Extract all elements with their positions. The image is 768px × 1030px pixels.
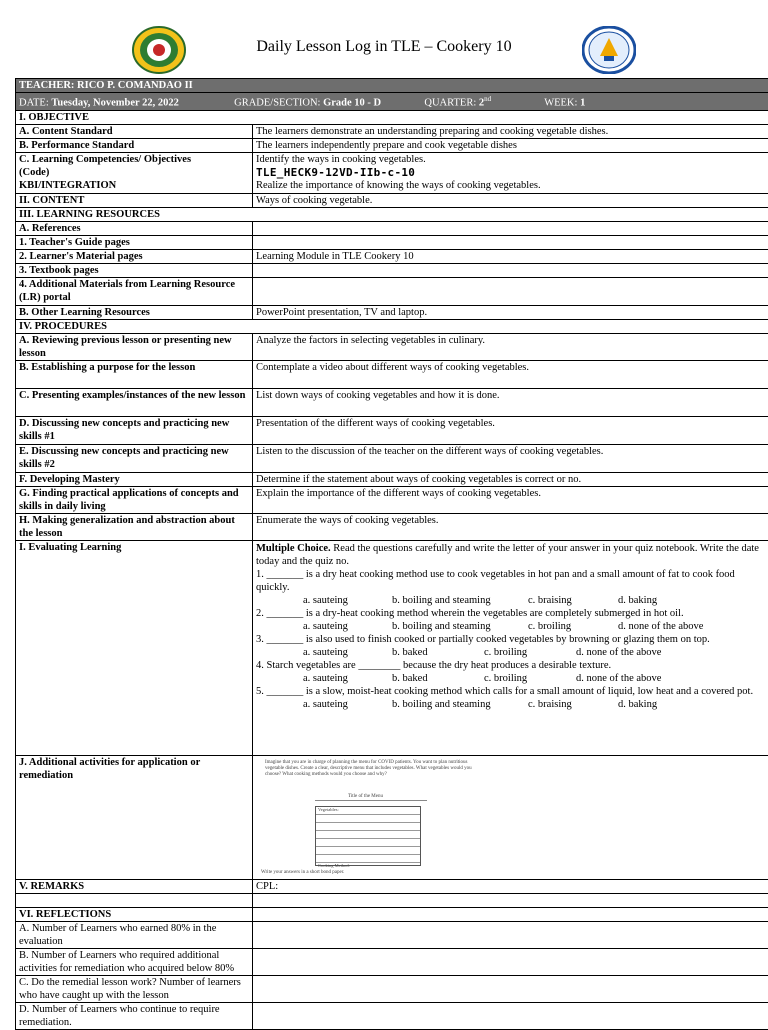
q3-option-d: d. none of the above [576,646,661,659]
reflection-d-value [253,1002,768,1029]
q1-option-a: a. sauteing [303,594,392,607]
q3-option-a: a. sauteing [303,646,392,659]
quarter-suffix: nd [484,95,491,103]
question-1: 1. _______ is a dry heat cooking method use to cook vegetables in hot pan and a small amount of fat to cook food quickly. [256,568,765,594]
question-5-options [256,698,765,711]
q4-option-c: c. broiling [484,672,576,685]
section-reflections: VI. REFLECTIONS [16,907,253,921]
reflection-b-label: B. Number of Learners who required additional activities for remediation who acquired below 80% [16,948,253,975]
worksheet-box [315,806,421,866]
q1-option-b: b. boiling and steaming [392,594,528,607]
q5-option-d: d. baking [618,698,657,711]
quiz-type: Multiple Choice. [256,543,331,554]
question-3: 3. _______ is also used to finish cooked or partially cooked vegetables by browning or glazing them on top. [256,633,765,646]
question-2-options [256,620,765,633]
q1-option-d: d. baking [618,594,657,607]
question-4-options [256,672,765,685]
other-resources-value: PowerPoint presentation, TV and laptop. [253,305,768,319]
content-label: II. CONTENT [16,193,253,207]
performance-standard-label: B. Performance Standard [16,138,253,152]
procedure-a-value: Analyze the factors in selecting vegetables in culinary. [253,333,768,360]
worksheet-row [316,839,420,847]
additional-activity [253,755,768,879]
content-standard-value: The learners demonstrate an understanding preparing and cooking vegetable dishes. [253,124,768,138]
q4-option-b: b. baked [392,672,484,685]
worksheet-vegetables-label: Vegetables: [316,807,420,815]
worksheet-footer: Write your answers in a short bond paper. [261,866,344,879]
date-label: DATE: [19,98,51,109]
procedure-h-label: H. Making generalization and abstraction about the lesson [16,513,253,540]
worksheet-row [316,831,420,839]
worksheet-row [316,823,420,831]
competencies-value [253,152,768,193]
q1-option-c: c. braising [528,594,618,607]
kbi-text: Realize the importance of knowing the ways of cooking vegetables. [256,179,765,192]
worksheet-title-line [315,800,427,801]
q2-option-c: c. broiling [528,620,618,633]
q3-option-b: b. baked [392,646,484,659]
content-value: Ways of cooking vegetable. [253,193,768,207]
reflection-d-label: D. Number of Learners who continue to require remediation. [16,1002,253,1029]
remarks-value: CPL: [253,879,768,893]
section-resources: III. LEARNING RESOURCES [16,207,768,221]
references-label: A. References [16,221,253,235]
competency-text: Identify the ways in cooking vegetables. [256,153,765,166]
week-label: WEEK: [544,98,580,109]
textbook-value [253,263,768,277]
grade-value: Grade 10 - D [323,98,381,109]
remarks-label: V. REMARKS [16,879,253,893]
procedure-a-label: A. Reviewing previous lesson or presenting new lesson [16,333,253,360]
procedure-d-label: D. Discussing new concepts and practicing new skills #1 [16,416,253,444]
procedure-b-label: B. Establishing a purpose for the lesson [16,360,253,388]
competencies-label-line3: KBI/INTEGRATION [19,179,249,192]
procedure-h-value: Enumerate the ways of cooking vegetables. [253,513,768,540]
procedure-c-value: List down ways of cooking vegetables and how it is done. [253,388,768,416]
reflections-value [253,907,768,921]
week-value: 1 [580,98,585,109]
page-title: Daily Lesson Log in TLE – Cookery 10 [0,38,768,56]
q2-option-d: d. none of the above [618,620,703,633]
procedure-e-label: E. Discussing new concepts and practicing new skills #2 [16,444,253,472]
q2-option-b: b. boiling and steaming [392,620,528,633]
document-header [0,0,768,78]
reflection-a-value [253,921,768,948]
competencies-label [16,152,253,193]
lesson-log-table [15,78,768,1030]
quarter-value: 2 [479,98,484,109]
remarks-blank-left [16,893,253,907]
procedure-b-value: Contemplate a video about different ways of cooking vegetables. [253,360,768,388]
procedure-g-label: G. Finding practical applications of concepts and skills in daily living [16,486,253,513]
lr-portal-label: 4. Additional Materials from Learning Resource (LR) portal [16,277,253,305]
q4-option-a: a. sauteing [303,672,392,685]
reflection-b-value [253,948,768,975]
q4-option-d: d. none of the above [576,672,661,685]
procedure-d-value: Presentation of the different ways of cooking vegetables. [253,416,768,444]
grade-label: GRADE/SECTION: [234,98,323,109]
worksheet-row [316,847,420,855]
q5-option-c: c. braising [528,698,618,711]
reflection-c-value [253,975,768,1002]
q2-option-a: a. sauteing [303,620,392,633]
date-row [16,93,768,111]
q5-option-a: a. sauteing [303,698,392,711]
q5-option-b: b. boiling and steaming [392,698,528,711]
content-standard-label: A. Content Standard [16,124,253,138]
question-2: 2. _______ is a dry-heat cooking method wherein the vegetables are completely submerged in hot oil. [256,607,765,620]
worksheet-title: Title of the Menu [348,790,383,803]
teachers-guide-label: 1. Teacher's Guide pages [16,235,253,249]
question-1-options [256,594,765,607]
quiz-instructions [256,542,765,568]
procedure-j-label: J. Additional activities for application or remediation [16,755,253,879]
teachers-guide-value [253,235,768,249]
teacher-row: TEACHER: RICO P. COMANDAO II [16,79,768,93]
learners-material-label: 2. Learner's Material pages [16,249,253,263]
worksheet-instructions: Imagine that you are in charge of planning the menu for COVID patients. You want to plan nutritious vegetable dishes. Create a clear, descriptive menu that includes vegetables. What vegetables would you choose? What cooking methods would you choose and why? [265,760,475,778]
procedure-f-value: Determine if the statement about ways of cooking vegetables is correct or no. [253,472,768,486]
remarks-blank-right [253,893,768,907]
menu-worksheet [253,756,483,874]
quiz-instruction-text: Read the questions carefully and write the letter of your answer in your quiz notebook. Write the date today and the quiz no. [256,543,759,567]
lr-portal-value [253,277,768,305]
procedure-c-label: C. Presenting examples/instances of the new lesson [16,388,253,416]
date-value: Tuesday, November 22, 2022 [51,98,178,109]
reflection-c-label: C. Do the remedial lesson work? Number of learners who have caught up with the lesson [16,975,253,1002]
procedure-i-label: I. Evaluating Learning [16,540,253,755]
worksheet-row [316,815,420,823]
question-3-options [256,646,765,659]
textbook-label: 3. Textbook pages [16,263,253,277]
section-objective: I. OBJECTIVE [16,110,768,124]
question-4: 4. Starch vegetables are ________ because the dry heat produces a desirable texture. [256,659,765,672]
competency-code: TLE_HECK9-12VD-IIb-c-10 [256,166,765,179]
procedure-e-value: Listen to the discussion of the teacher on the different ways of cooking vegetables. [253,444,768,472]
school-seal-logo-right [582,26,636,74]
learners-material-value: Learning Module in TLE Cookery 10 [253,249,768,263]
quarter-label: QUARTER: [424,98,479,109]
competencies-label-line1: C. Learning Competencies/ Objectives [19,153,249,166]
procedure-f-label: F. Developing Mastery [16,472,253,486]
worksheet-row [316,855,420,863]
evaluation-quiz [253,540,768,755]
performance-standard-value: The learners independently prepare and cook vegetable dishes [253,138,768,152]
competencies-label-line2: (Code) [19,166,249,179]
references-value [253,221,768,235]
other-resources-label: B. Other Learning Resources [16,305,253,319]
q3-option-c: c. broiling [484,646,576,659]
procedure-g-value: Explain the importance of the different ways of cooking vegetables. [253,486,768,513]
reflection-a-label: A. Number of Learners who earned 80% in the evaluation [16,921,253,948]
question-5: 5. _______ is a slow, moist-heat cooking method which calls for a small amount of liquid, low heat and a covered pot. [256,685,765,698]
section-procedures: IV. PROCEDURES [16,319,768,333]
worksheet-method-label: Cooking Method: [316,863,420,870]
